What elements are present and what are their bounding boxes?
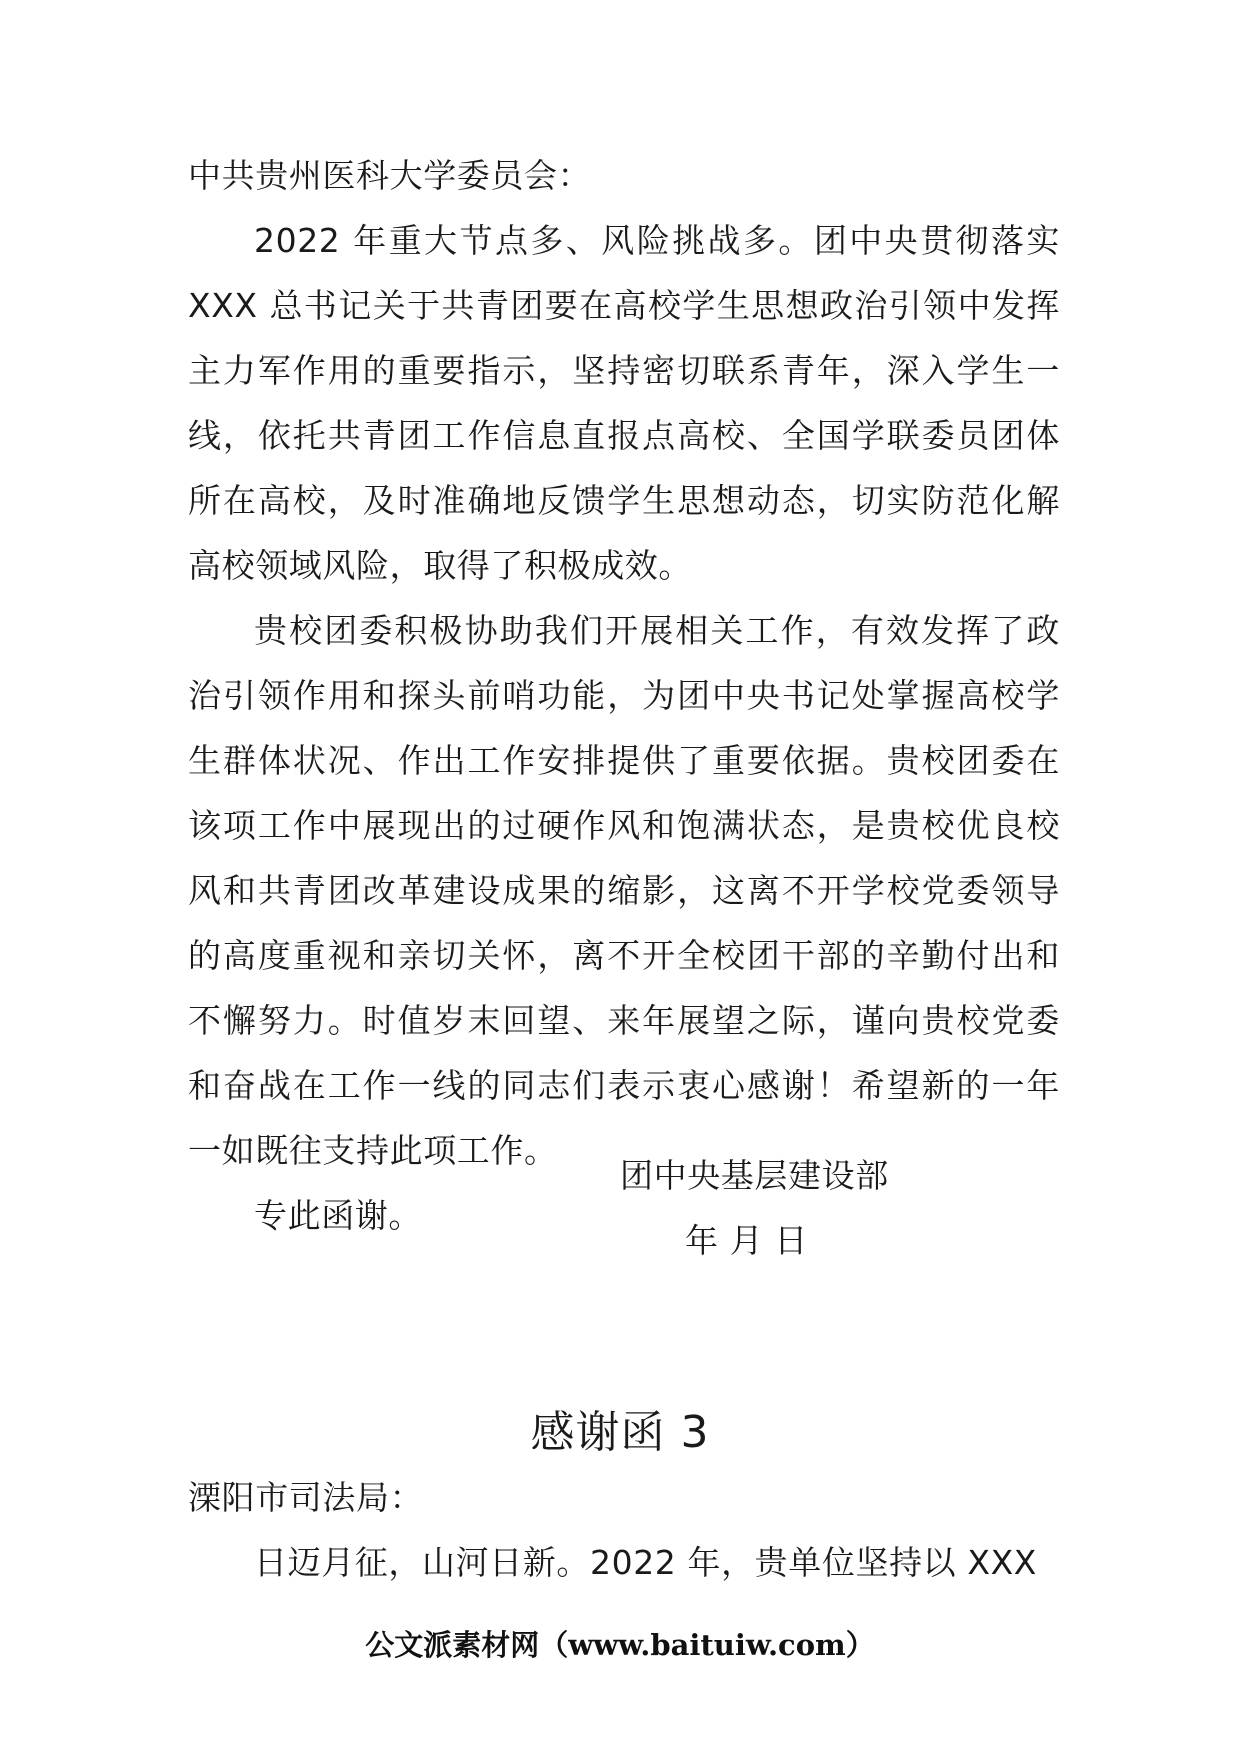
letter1-signature-date: 年 月 日 xyxy=(685,1221,808,1260)
letter2-salutation: 溧阳市司法局： xyxy=(188,1478,424,1517)
letter1-paragraph-2: 贵校团委积极协助我们开展相关工作，有效发挥了政治引领作用和探头前哨功能，为团中央书记处掌握高校学生群体状况、作出工作安排提供了重要依据。贵校团委在该项工作中展现出的过硬作风和饱满状态，是贵校优良校风和共青团改革建设成果的缩影，这离不开学校党委领导的高度重视和亲切关怀，离不开全校团干部的辛勤付出和不懈努力。时值岁末回望、来年展望之际，谨向贵校党委和奋战在工作一线的同志们表示衷心感谢！希望新的一年一如既往支持此项工作。 xyxy=(188,611,1060,1170)
letter2-first-line: 日迈月征，山河日新。2022 年，贵单位坚持以 XXX xyxy=(254,1543,1037,1582)
letter1-paragraph-3: 专此函谢。 xyxy=(254,1196,422,1235)
footer-watermark: 公文派素材网（www.baituiw.com） xyxy=(365,1628,875,1662)
letter1-salutation: 中共贵州医科大学委员会： xyxy=(188,156,592,195)
letter1-body xyxy=(188,208,1060,1248)
letter2-title: 感谢函 3 xyxy=(530,1407,710,1458)
letter1-signature-org: 团中央基层建设部 xyxy=(620,1156,889,1195)
letter1-paragraph-1: 2022 年重大节点多、风险挑战多。团中央贯彻落实 XXX 总书记关于共青团要在高校学生思想政治引领中发挥主力军作用的重要指示，坚持密切联系青年，深入学生一线，依托共青团工作信息直报点高校、全国学联委员团体所在高校，及时准确地反馈学生思想动态，切实防范化解高校领域风险，取得了积极成效。 xyxy=(188,221,1060,585)
